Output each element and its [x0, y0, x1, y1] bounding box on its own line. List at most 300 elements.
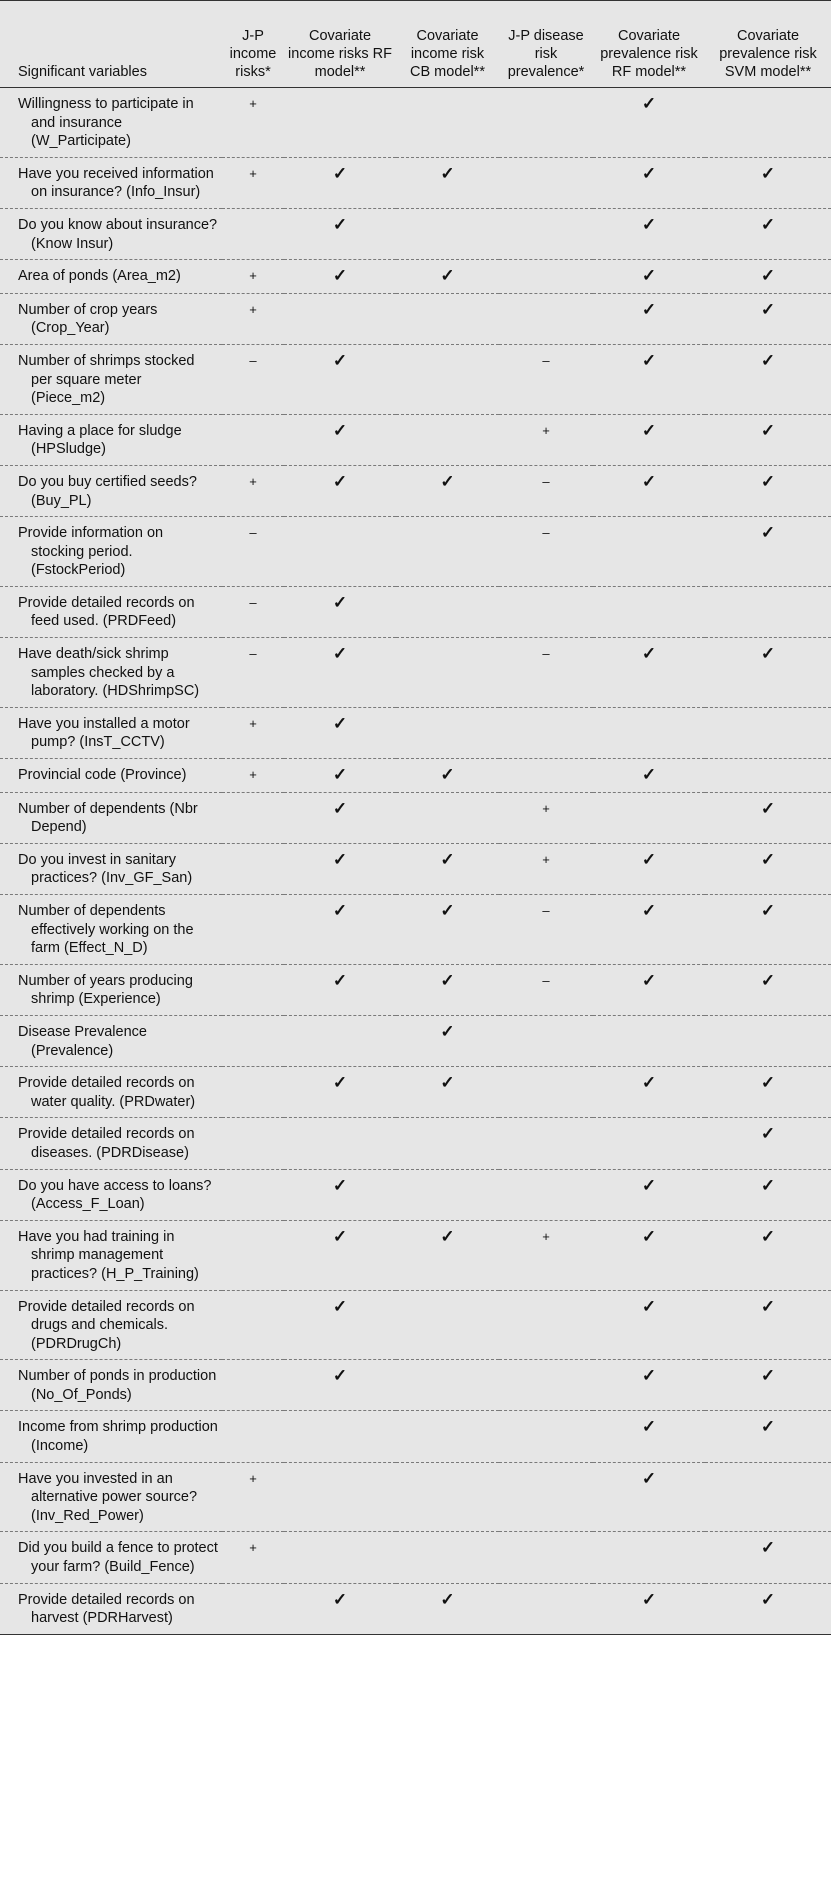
check-mark: ✓	[641, 1073, 657, 1093]
sign-mark: –	[542, 972, 550, 988]
variable-label-cell	[0, 1220, 222, 1290]
check-mark: ✓	[641, 1226, 657, 1246]
variable-label: Provide detailed records on harvest (PDRHarvest)	[18, 1591, 195, 1627]
table-row	[0, 260, 831, 294]
cell-prevalence-rf	[593, 586, 705, 637]
table-row	[0, 414, 831, 465]
cell-jp-disease	[499, 964, 593, 1015]
check-mark: ✓	[332, 849, 348, 869]
check-mark: ✓	[641, 420, 657, 440]
cell-income-cb	[396, 707, 499, 758]
sign-mark: +	[249, 165, 257, 181]
cell-income-rf	[284, 88, 396, 158]
cell-prevalence-rf	[593, 414, 705, 465]
cell-prevalence-rf	[593, 792, 705, 843]
cell-jp-income	[222, 964, 284, 1015]
check-mark: ✓	[760, 523, 776, 543]
cell-jp-disease	[499, 1015, 593, 1066]
check-mark: ✓	[760, 299, 776, 319]
cell-prevalence-svm	[705, 1015, 831, 1066]
cell-income-cb	[396, 1169, 499, 1220]
cell-jp-disease	[499, 293, 593, 344]
cell-jp-disease	[499, 843, 593, 894]
table-row	[0, 157, 831, 208]
cell-prevalence-rf	[593, 344, 705, 414]
table-row	[0, 707, 831, 758]
header-significant-variables: Significant variables	[0, 1, 222, 88]
cell-jp-disease	[499, 88, 593, 158]
variable-label-cell	[0, 792, 222, 843]
cell-prevalence-rf	[593, 1118, 705, 1169]
variable-label-cell	[0, 707, 222, 758]
variable-label-cell	[0, 517, 222, 587]
check-mark: ✓	[760, 420, 776, 440]
cell-prevalence-svm	[705, 586, 831, 637]
header-row	[0, 1, 831, 88]
cell-jp-income	[222, 1462, 284, 1532]
cell-income-rf	[284, 1411, 396, 1462]
cell-prevalence-svm	[705, 895, 831, 965]
cell-jp-income	[222, 1067, 284, 1118]
cell-jp-income	[222, 1360, 284, 1411]
check-mark: ✓	[641, 266, 657, 286]
cell-prevalence-rf	[593, 1015, 705, 1066]
sign-mark: –	[249, 525, 257, 541]
check-mark: ✓	[760, 798, 776, 818]
cell-prevalence-rf	[593, 517, 705, 587]
cell-jp-disease	[499, 586, 593, 637]
check-mark: ✓	[332, 592, 348, 612]
table-row	[0, 895, 831, 965]
cell-jp-disease	[499, 1583, 593, 1634]
table-row	[0, 465, 831, 516]
variable-label: Have you received information on insurance? (Info_Insur)	[18, 165, 214, 201]
variable-label: Number of dependents effectively working on the farm (Effect_N_D)	[18, 903, 194, 957]
table-row	[0, 1169, 831, 1220]
cell-jp-income	[222, 344, 284, 414]
cell-prevalence-rf	[593, 895, 705, 965]
cell-prevalence-svm	[705, 1411, 831, 1462]
sign-mark: +	[249, 473, 257, 489]
sign-mark: –	[542, 646, 550, 662]
sign-mark: +	[249, 715, 257, 731]
cell-income-rf	[284, 344, 396, 414]
cell-income-rf	[284, 1532, 396, 1583]
check-mark: ✓	[641, 1589, 657, 1609]
check-mark: ✓	[332, 765, 348, 785]
cell-prevalence-svm	[705, 843, 831, 894]
table-row	[0, 964, 831, 1015]
check-mark: ✓	[332, 1589, 348, 1609]
check-mark: ✓	[332, 798, 348, 818]
cell-jp-disease	[499, 1290, 593, 1360]
variable-label-cell	[0, 1118, 222, 1169]
cell-jp-disease	[499, 707, 593, 758]
cell-prevalence-svm	[705, 260, 831, 294]
variable-label: Have death/sick shrimp samples checked by a laboratory. (HDShrimpSC)	[18, 646, 200, 700]
sign-mark: +	[249, 96, 257, 111]
cell-income-rf	[284, 843, 396, 894]
cell-prevalence-rf	[593, 1462, 705, 1532]
sign-mark: –	[542, 473, 550, 489]
cell-income-rf	[284, 465, 396, 516]
variable-label-cell	[0, 759, 222, 793]
check-mark: ✓	[641, 350, 657, 370]
variable-label-cell	[0, 1532, 222, 1583]
variable-label: Did you build a fence to protect your farm? (Build_Fence)	[18, 1540, 218, 1576]
cell-prevalence-svm	[705, 1067, 831, 1118]
cell-jp-income	[222, 792, 284, 843]
header-jp-income-risks: J-P income risks*	[222, 1, 284, 88]
table-row	[0, 1015, 831, 1066]
sign-mark: +	[249, 1470, 257, 1486]
variable-label: Having a place for sludge (HPSludge)	[18, 422, 182, 458]
cell-income-cb	[396, 414, 499, 465]
variable-label-cell	[0, 1015, 222, 1066]
check-mark: ✓	[641, 849, 657, 869]
cell-income-cb	[396, 1583, 499, 1634]
check-mark: ✓	[641, 644, 657, 664]
cell-prevalence-svm	[705, 792, 831, 843]
check-mark: ✓	[332, 420, 348, 440]
variable-label-cell	[0, 260, 222, 294]
cell-prevalence-rf	[593, 260, 705, 294]
cell-jp-disease	[499, 792, 593, 843]
check-mark: ✓	[440, 1021, 455, 1041]
check-mark: ✓	[760, 644, 776, 664]
variable-label: Do you know about insurance? (Know Insur)	[18, 216, 218, 252]
check-mark: ✓	[760, 901, 776, 920]
sign-mark: –	[249, 646, 257, 662]
cell-prevalence-rf	[593, 1169, 705, 1220]
cell-prevalence-rf	[593, 1532, 705, 1583]
check-mark: ✓	[641, 1175, 657, 1195]
cell-jp-disease	[499, 517, 593, 587]
check-mark: ✓	[641, 1296, 657, 1316]
variable-label-cell	[0, 1360, 222, 1411]
cell-income-rf	[284, 1118, 396, 1169]
header-covariate-prevalence-rf: Covariate prevalence risk RF model**	[593, 1, 705, 88]
check-mark: ✓	[440, 1226, 455, 1246]
check-mark: ✓	[332, 1073, 348, 1093]
variable-label: Number of dependents (Nbr Depend)	[18, 800, 198, 836]
sign-mark: –	[542, 903, 550, 918]
cell-prevalence-svm	[705, 1169, 831, 1220]
check-mark: ✓	[440, 765, 455, 785]
cell-prevalence-rf	[593, 88, 705, 158]
cell-income-cb	[396, 1290, 499, 1360]
sign-mark: +	[249, 268, 257, 284]
sign-mark: +	[249, 1540, 257, 1556]
check-mark: ✓	[641, 299, 657, 319]
cell-jp-disease	[499, 1411, 593, 1462]
check-mark: ✓	[760, 350, 776, 370]
check-mark: ✓	[760, 1417, 776, 1437]
variable-label-cell	[0, 1169, 222, 1220]
variable-label-cell	[0, 293, 222, 344]
table-header	[0, 1, 831, 88]
cell-income-cb	[396, 1411, 499, 1462]
variable-label-cell	[0, 1290, 222, 1360]
sign-mark: –	[542, 525, 550, 541]
sign-mark: +	[249, 301, 257, 317]
variable-label-cell	[0, 895, 222, 965]
cell-prevalence-svm	[705, 707, 831, 758]
cell-prevalence-rf	[593, 759, 705, 793]
cell-income-rf	[284, 586, 396, 637]
cell-prevalence-svm	[705, 157, 831, 208]
cell-jp-income	[222, 88, 284, 158]
variable-label: Number of crop years (Crop_Year)	[18, 301, 158, 337]
cell-income-cb	[396, 260, 499, 294]
cell-jp-disease	[499, 414, 593, 465]
check-mark: ✓	[332, 1296, 348, 1316]
cell-prevalence-rf	[593, 157, 705, 208]
table-row	[0, 1360, 831, 1411]
check-mark: ✓	[760, 1226, 776, 1246]
cell-jp-income	[222, 517, 284, 587]
cell-prevalence-rf	[593, 1067, 705, 1118]
variable-label: Willingness to participate in and insurance (W_Participate)	[18, 96, 194, 150]
cell-income-rf	[284, 638, 396, 708]
check-mark: ✓	[760, 266, 776, 286]
cell-jp-disease	[499, 465, 593, 516]
cell-prevalence-rf	[593, 964, 705, 1015]
variable-label: Number of shrimps stocked per square meter (Piece_m2)	[18, 352, 195, 407]
cell-income-rf	[284, 1583, 396, 1634]
table-row	[0, 759, 831, 793]
cell-jp-income	[222, 465, 284, 516]
cell-jp-income	[222, 707, 284, 758]
check-mark: ✓	[760, 1296, 776, 1316]
cell-prevalence-rf	[593, 208, 705, 259]
variable-label-cell	[0, 208, 222, 259]
significant-variables-table	[0, 1, 831, 1634]
check-mark: ✓	[641, 214, 657, 234]
check-mark: ✓	[440, 471, 455, 491]
check-mark: ✓	[641, 765, 657, 785]
cell-prevalence-rf	[593, 638, 705, 708]
check-mark: ✓	[332, 214, 348, 234]
table-row	[0, 1462, 831, 1532]
cell-prevalence-rf	[593, 843, 705, 894]
check-mark: ✓	[641, 471, 657, 491]
check-mark: ✓	[332, 1366, 348, 1386]
check-mark: ✓	[760, 1589, 776, 1609]
cell-income-cb	[396, 1067, 499, 1118]
cell-jp-income	[222, 1220, 284, 1290]
table-row	[0, 88, 831, 158]
table-row	[0, 208, 831, 259]
cell-prevalence-svm	[705, 759, 831, 793]
cell-income-rf	[284, 260, 396, 294]
table-row	[0, 293, 831, 344]
table-row	[0, 517, 831, 587]
cell-income-rf	[284, 895, 396, 965]
cell-jp-income	[222, 414, 284, 465]
variable-label-cell	[0, 843, 222, 894]
check-mark: ✓	[641, 163, 657, 183]
cell-jp-income	[222, 1015, 284, 1066]
cell-income-cb	[396, 638, 499, 708]
cell-income-cb	[396, 586, 499, 637]
cell-prevalence-svm	[705, 88, 831, 158]
cell-prevalence-svm	[705, 1118, 831, 1169]
cell-income-rf	[284, 1015, 396, 1066]
cell-jp-income	[222, 1411, 284, 1462]
variable-label-cell	[0, 638, 222, 708]
cell-jp-disease	[499, 895, 593, 965]
cell-jp-disease	[499, 1067, 593, 1118]
check-mark: ✓	[760, 1124, 776, 1144]
cell-jp-disease	[499, 208, 593, 259]
cell-prevalence-svm	[705, 1462, 831, 1532]
table-row	[0, 344, 831, 414]
sign-mark: +	[249, 767, 257, 783]
variable-label: Provincial code (Province)	[18, 767, 187, 784]
cell-prevalence-rf	[593, 293, 705, 344]
cell-jp-income	[222, 1169, 284, 1220]
check-mark: ✓	[440, 901, 455, 920]
variable-label: Have you installed a motor pump? (InsT_CCTV)	[18, 715, 190, 751]
table-row	[0, 1583, 831, 1634]
check-mark: ✓	[440, 1589, 455, 1609]
cell-income-rf	[284, 1169, 396, 1220]
variable-label-cell	[0, 586, 222, 637]
cell-income-cb	[396, 293, 499, 344]
cell-jp-disease	[499, 1118, 593, 1169]
check-mark: ✓	[332, 471, 348, 491]
cell-prevalence-svm	[705, 208, 831, 259]
cell-income-cb	[396, 517, 499, 587]
cell-jp-disease	[499, 1360, 593, 1411]
table-row	[0, 792, 831, 843]
cell-jp-disease	[499, 1220, 593, 1290]
cell-jp-income	[222, 1532, 284, 1583]
cell-income-rf	[284, 1290, 396, 1360]
variable-label: Disease Prevalence (Prevalence)	[18, 1023, 147, 1059]
cell-prevalence-rf	[593, 1220, 705, 1290]
cell-jp-disease	[499, 1532, 593, 1583]
cell-jp-disease	[499, 157, 593, 208]
check-mark: ✓	[760, 471, 776, 491]
check-mark: ✓	[760, 1175, 776, 1195]
variable-label: Have you invested in an alternative power source? (Inv_Red_Power)	[18, 1470, 198, 1524]
cell-jp-income	[222, 638, 284, 708]
header-covariate-income-cb: Covariate income risk CB model**	[396, 1, 499, 88]
variable-label-cell	[0, 344, 222, 414]
sign-mark: +	[542, 851, 550, 867]
check-mark: ✓	[332, 970, 348, 990]
cell-income-rf	[284, 964, 396, 1015]
table-row	[0, 1220, 831, 1290]
sign-mark: +	[542, 1228, 550, 1244]
check-mark: ✓	[760, 1538, 776, 1558]
check-mark: ✓	[760, 163, 776, 183]
check-mark: ✓	[332, 350, 348, 370]
variable-label-cell	[0, 157, 222, 208]
cell-prevalence-svm	[705, 1290, 831, 1360]
cell-income-rf	[284, 1360, 396, 1411]
header-covariate-income-rf: Covariate income risks RF model**	[284, 1, 396, 88]
check-mark: ✓	[760, 214, 776, 234]
variable-label: Do you invest in sanitary practices? (Inv_GF_San)	[18, 851, 193, 887]
variable-label: Provide detailed records on water quality. (PRDwater)	[18, 1075, 196, 1110]
variable-label: Number of ponds in production (No_Of_Ponds)	[18, 1368, 217, 1403]
cell-prevalence-svm	[705, 1360, 831, 1411]
check-mark: ✓	[332, 644, 348, 664]
variable-label: Do you buy certified seeds? (Buy_PL)	[18, 473, 197, 509]
sign-mark: –	[249, 352, 257, 368]
cell-prevalence-svm	[705, 414, 831, 465]
sign-mark: +	[542, 800, 550, 816]
table-row	[0, 586, 831, 637]
check-mark: ✓	[440, 970, 455, 990]
cell-jp-income	[222, 1118, 284, 1169]
cell-income-cb	[396, 157, 499, 208]
cell-jp-disease	[499, 1462, 593, 1532]
cell-income-rf	[284, 517, 396, 587]
cell-prevalence-rf	[593, 1360, 705, 1411]
variable-label: Provide information on stocking period. (FstockPeriod)	[18, 525, 164, 579]
cell-income-cb	[396, 88, 499, 158]
variable-label-cell	[0, 414, 222, 465]
variable-label: Provide detailed records on feed used. (PRDFeed)	[18, 594, 195, 630]
cell-income-cb	[396, 1360, 499, 1411]
cell-income-cb	[396, 843, 499, 894]
cell-jp-disease	[499, 260, 593, 294]
cell-income-cb	[396, 1462, 499, 1532]
cell-income-rf	[284, 792, 396, 843]
cell-jp-disease	[499, 1169, 593, 1220]
sign-mark: +	[542, 422, 550, 438]
check-mark: ✓	[440, 849, 455, 869]
cell-income-cb	[396, 895, 499, 965]
cell-income-cb	[396, 1015, 499, 1066]
variable-label: Income from shrimp production (Income)	[18, 1419, 218, 1455]
variable-label-cell	[0, 1411, 222, 1462]
sign-mark: –	[249, 594, 257, 610]
cell-income-rf	[284, 208, 396, 259]
cell-income-cb	[396, 1220, 499, 1290]
cell-income-cb	[396, 964, 499, 1015]
table-row	[0, 1067, 831, 1118]
check-mark: ✓	[332, 713, 348, 733]
cell-income-rf	[284, 1220, 396, 1290]
sign-mark: –	[542, 352, 550, 368]
check-mark: ✓	[641, 1417, 657, 1437]
cell-prevalence-svm	[705, 517, 831, 587]
cell-jp-disease	[499, 344, 593, 414]
cell-income-rf	[284, 759, 396, 793]
cell-income-cb	[396, 465, 499, 516]
cell-prevalence-svm	[705, 1220, 831, 1290]
check-mark: ✓	[332, 901, 348, 920]
cell-income-rf	[284, 293, 396, 344]
check-mark: ✓	[641, 1366, 657, 1386]
table-body	[0, 88, 831, 1634]
cell-prevalence-rf	[593, 1583, 705, 1634]
table-row	[0, 638, 831, 708]
variable-label: Provide detailed records on drugs and chemicals. (PDRDrugCh)	[18, 1298, 195, 1352]
cell-jp-income	[222, 293, 284, 344]
cell-jp-income	[222, 260, 284, 294]
cell-prevalence-svm	[705, 293, 831, 344]
cell-income-rf	[284, 707, 396, 758]
check-mark: ✓	[641, 970, 657, 990]
cell-prevalence-svm	[705, 638, 831, 708]
check-mark: ✓	[332, 1175, 348, 1195]
